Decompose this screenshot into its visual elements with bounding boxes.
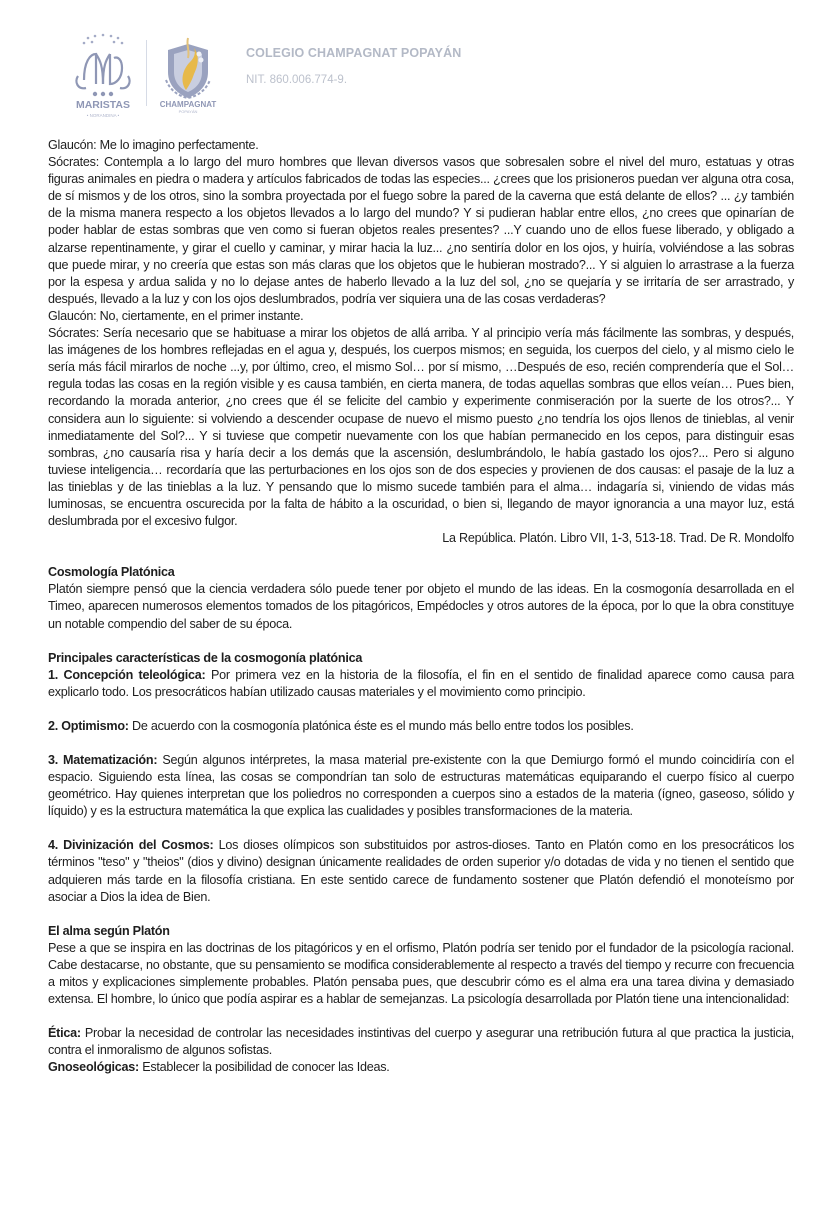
champagnat-logo-icon [152, 34, 224, 114]
logo-divider [146, 40, 147, 106]
section-text-cosmologia: Platón siempre pensó que la ciencia verdadera sólo puede tener por objeto el mundo de las ideas. En la cosmogonía desarrollada en el Timeo, aparecen numerosos elementos tomados de los pitagóricos, Empédocles y otros autores de la época, por lo que la obra constituye un notable compendio del saber de su época. [48, 582, 794, 631]
characteristic-text: Los dioses olímpicos son substituidos por astros-dioses. Tanto en Platón como en los presocráticos los términos "teso" y "theios" (dios y divino) designan únicamente realidades de orden superior y/o dotadas de vida y no tienen el sentido que adquieren más tarde en la filosofía cristiana. En este sentido carece de fundamento sostener que Platón defendió el monoteísmo por asociar a Dios la idea de Bien. [48, 838, 794, 904]
intention-text: Probar la necesidad de controlar las necesidades instintivas del cuerpo y asegurar una retribución futura al que practica la justicia, contra el inmoralismo de algunos sofistas. [48, 1026, 794, 1058]
section-heading-alma: El alma según Platón [48, 923, 170, 938]
characteristic-item [48, 752, 794, 820]
section-text-alma: Pese a que se inspira en las doctrinas de los pitagóricos y en el orfismo, Platón podría ser tenido por el fundador de la psicología racional. Cabe destacarse, no obstante, que su pensamiento se modifica considerablemente al respecto a través del tiempo y recurre con frecuencia a mitos y explicaciones simplemente probables. Platón pensaba pues, que descubrir cómo es el alma era una tarea divina y demasiado extensa. El hombre, lo único que podía aspirar es a hablar de semejanzas. La psicología desarrollada por Platón tiene una intencionalidad: [48, 940, 794, 1007]
citation: La República. Platón. Libro VII, 1-3, 513-18. Trad. De R. Mondolfo [442, 531, 794, 546]
svg-text:CHAMPAGNAT: CHAMPAGNAT [159, 100, 217, 109]
letterhead [66, 30, 566, 122]
dialogue-line: Sócrates: Contempla a lo largo del muro hombres que llevan diversos vasos que sobresalen sobre el nivel del muro, estatuas y otras figuras animales en piedra o madera y artículos fabricados de todas las especies... ¿crees que los prisioneros puedan ver alguna otra cosa, de sí mismos y de los otros, sino la sombra proyectada por el fuego sobre la pared de la caverna que está delante de ellos? ... ¿y también de la misma manera respecto a los objetos llevados a lo largo del mundo? Y si pudieran hablar entre ellos, ¿no crees que opinarían de poder hablar de estas sombras que ven como si fueran objetos reales presentes? ...Y cuando uno de ellos fuese liberado, y obligado a alzarse repentinamente, y girar el cuello y caminar, y mirar hacia la luz... ¿no sentiría dolor en los ojos, y huiría, volviéndose a las sobras que puede mirar, y no creería que estas son más claras que los objetos que le hubieran mostrado?... Y si alguien lo arrastrase a la fuerza por la espesa y ardua salida y no lo dejase antes de haberlo llevado a la luz del sol, ¿no se quejaría y se irritaría de ser arrastrado, y después, llevado a la luz y con los ojos deslumbrados, podría ver siquiera una de las cosas verdaderas? [48, 155, 794, 306]
dialogue-line: Glaucón: Me lo imagino perfectamente. [48, 138, 259, 152]
dialogue-line: Sócrates: Sería necesario que se habituase a mirar los objetos de allá arriba. Y al principio vería más fácilmente las sombras, y después, las imágenes de los hombres reflejadas en el agua y, después, los cuerpos mismos; en seguida, los cuerpos del cielo, y al mismo cielo le sería más fácil mirarlos de noche ...y, por último, creo, el mismo Sol… por sí mismo, …Después de eso, recién comprendería que el Sol… regula todas las cosas en la región visible y es causa también, en cierta manera, de todas aquellas sombras que ellos veían… Pues bien, recordando la morada anterior, ¿no crees que él se felicite del cambio y experimente conmiseración por la suerte de los otros?... Y considera aun lo siguiente: si volviendo a descender ocupase de nuevo el mismo puesto ¿no tendría los ojos llenos de tinieblas, al venir inmediatamente del Sol?... Y si tuviese que competir nuevamente con los que habían permanecido en los cepos, para distinguir esas sombras, ¿no causaría risa y haría decir a los demás que la ascensión, deslumbrándolo, le había gastado los ojos?... Pero si alguno tuviese inteligencia… recordaría que las perturbaciones en los ojos son de dos especies y provienen de dos causas: el pasaje de la luz a las tinieblas y de las tinieblas a la luz. Y pensando que lo mismo sucede también para el alma… indagaría si, viniendo de vidas más luminosas, se encuentra oscurecida por la falta de hábito a la oscuridad, o bien si, llegando de mayor ignorancia a una mayor luz, está deslumbrada por el excesivo fulgor. [48, 326, 794, 529]
characteristic-label: 4. Divinización del Cosmos: [48, 838, 214, 853]
intention-item [48, 1025, 794, 1059]
characteristic-item [48, 837, 794, 905]
intention-label: Ética: [48, 1026, 81, 1041]
characteristic-text: Según algunos intérpretes, la masa material pre-existente con la que Demiurgo formó el mundo coincidiría con el espacio. Siguiendo esta línea, las cosas se compondrían tan solo de estructuras matemáticas equiparando el cuerpo físico al cuerpo geométrico. Hay quienes interpretan que los poliedros no corresponden a cuerpos sino a estados de la materia (ígneo, gaseoso, sólido y líquido) y es la estructura matemática la que explica las cualidades y posibles transformaciones de la materia. [48, 753, 794, 819]
characteristic-item [48, 667, 794, 701]
characteristic-label: 1. Concepción teleológica: [48, 667, 206, 682]
intention-text: Establecer la posibilidad de conocer las Ideas. [138, 1060, 390, 1075]
school-name: COLEGIO CHAMPAGNAT POPAYÁN [246, 46, 462, 60]
characteristic-label: 3. Matematización: [48, 753, 158, 767]
intention-label: Gnoseológicas: [48, 1060, 139, 1075]
document-body [48, 137, 794, 1077]
school-nit: NIT. 860.006.774-9. [246, 74, 348, 86]
characteristic-text: De acuerdo con la cosmogonía platónica éste es el mundo más bello entre todos los posibles. [128, 718, 634, 733]
characteristic-label: 2. Optimismo: [48, 718, 129, 733]
characteristic-text: Por primera vez en la historia de la filosofía, el fin en el sentido de finalidad aparece como causa para explicarlo todo. Los presocráticos habían utilizado causas materiales y el movimiento como principio. [48, 667, 794, 699]
dialogue-line: Glaucón: No, ciertamente, en el primer instante. [48, 308, 304, 323]
section-heading-cosmologia: Cosmología Platónica [48, 565, 175, 580]
maristas-logo-icon [70, 32, 136, 120]
intention-item [48, 1059, 794, 1076]
characteristic-item [48, 718, 794, 735]
svg-text:MARISTAS: MARISTAS [75, 99, 131, 111]
svg-text:POPAYÁN: POPAYÁN [178, 109, 198, 114]
svg-text:• NORANDINA •: • NORANDINA • [86, 113, 120, 118]
section-heading-caracteristicas: Principales características de la cosmogonía platónica [48, 650, 363, 665]
